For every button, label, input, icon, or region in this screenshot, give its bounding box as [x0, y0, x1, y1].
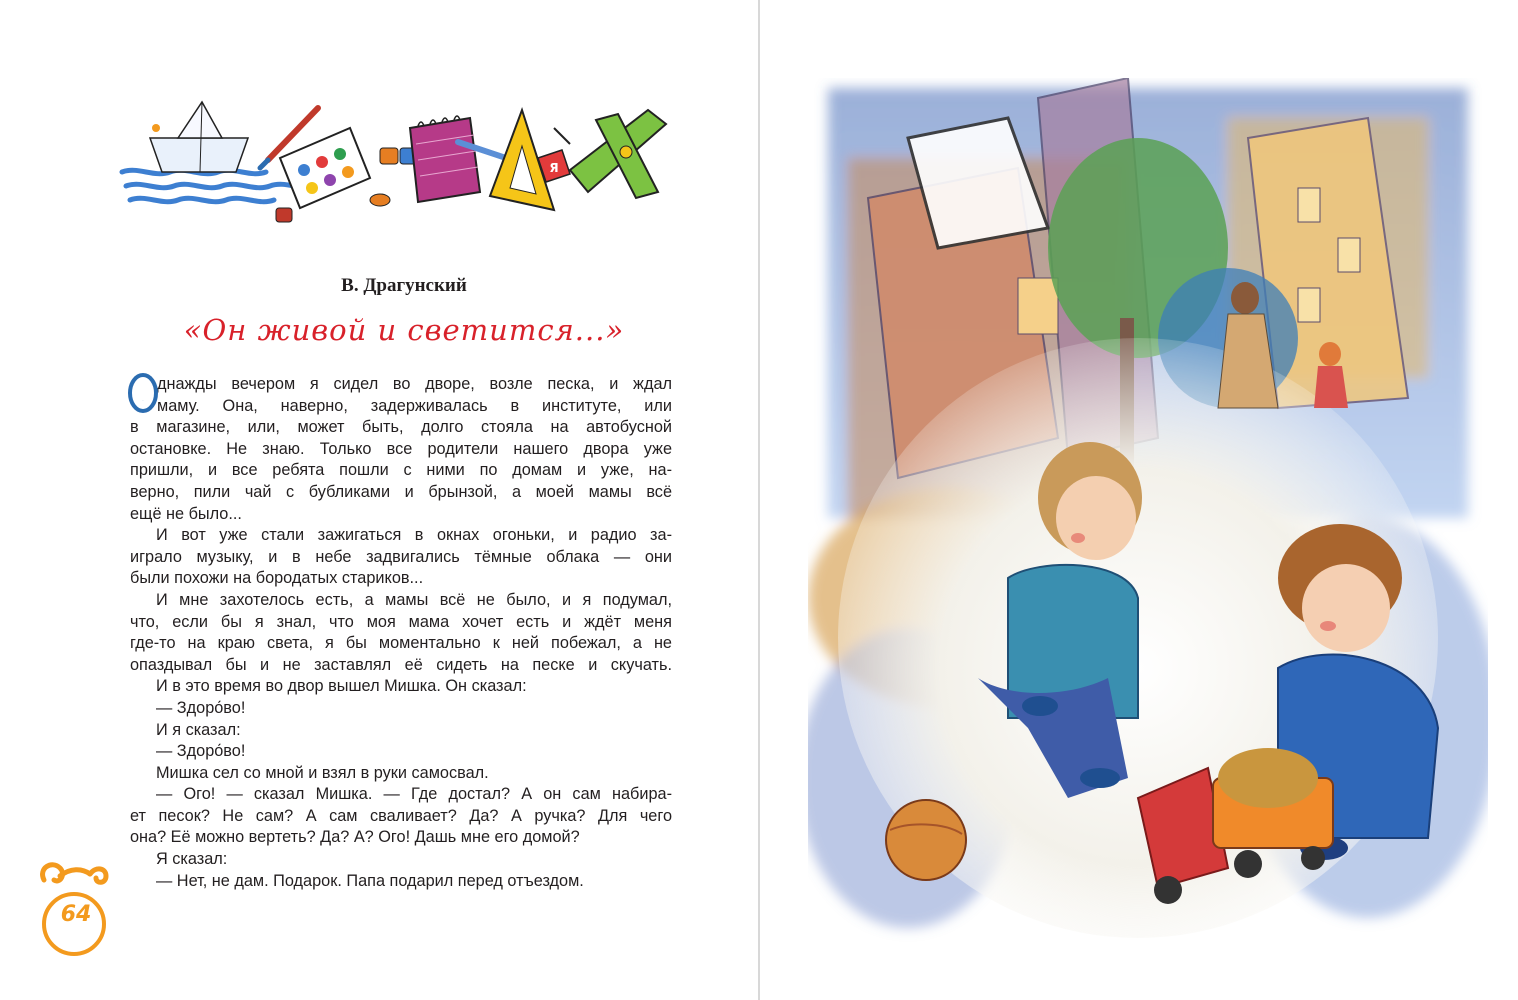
text-line: Я сказал: [156, 850, 228, 869]
text-line: играло музыку, и в небе задвигались тёмные облака — они [130, 547, 672, 566]
text-line: ещё не было... [130, 504, 242, 523]
text-line: остановке. Не знаю. Только все родители нашего двора уже [130, 439, 672, 458]
text-line: маму. Она, наверно, задерживалась в институте, или [157, 396, 672, 415]
text-line: — Здоро́во! [156, 698, 246, 717]
text-line: были похожи на бородатых стариков... [130, 569, 424, 588]
text-line: ет песок? Не сам? А сам сваливает? Да? А ручка? Для чего [130, 806, 672, 825]
text-line: что, если бы я знал, что моя мама хочет есть и ждёт меня [130, 612, 672, 631]
school-supplies-vignette [118, 100, 674, 225]
notebook [410, 116, 480, 202]
text-line: где-то на краю света, я бы моментально к ней побежал, а не [130, 634, 672, 653]
text-line: в магазине, или, может быть, долго стояла на автобусной [130, 418, 672, 437]
text-line: И я сказал: [156, 720, 241, 739]
paper-boat [150, 102, 248, 172]
text-line: — Ого! — сказал Мишка. — Где достал? А он сам набира- [156, 785, 672, 804]
author-name: В. Драгунский [341, 275, 467, 296]
text-line: И в это время во двор вышел Мишка. Он сказал: [156, 677, 527, 696]
svg-text:О: О [142, 401, 144, 402]
text-line: днажды вечером я сидел во дворе, возле песка, и ждал [157, 375, 672, 393]
text-line: И вот уже стали зажигаться в окнах огоньки, и радио за- [156, 526, 672, 545]
text-line: — Нет, не дам. Подарок. Папа подарил перед отъездом. [156, 871, 584, 890]
watercolor-illustration [808, 78, 1488, 958]
paint-box [280, 128, 370, 208]
text-line: она? Её можно вертеть? Да? А? Ого! Дашь мне его домой? [130, 828, 580, 847]
story-text [130, 374, 672, 892]
text-line: — Здоро́во! [156, 742, 246, 761]
text-line: пришли, и все ребята пошли с ними по домам и уже, на- [130, 461, 672, 480]
text-line: Мишка сел со мной и взял в руки самосвал. [156, 763, 489, 782]
text-line: опаздывал бы и не заставлял её сидеть на песке и скучать. [130, 655, 672, 674]
swirl-ornament-icon [43, 865, 106, 882]
dropcap-o [126, 371, 160, 415]
text-line: верно, пили чай с бубликами и брынзой, а моей мамы всё [130, 482, 672, 501]
page-number: 64 [60, 902, 92, 927]
story-title: «Он живой и светится...» [183, 313, 625, 347]
svg-text:Я: Я [549, 161, 559, 175]
ball [886, 800, 966, 880]
text-line: И мне захотелось есть, а мамы всё не было, и я подумал, [156, 590, 672, 609]
toy-plane [554, 110, 666, 198]
